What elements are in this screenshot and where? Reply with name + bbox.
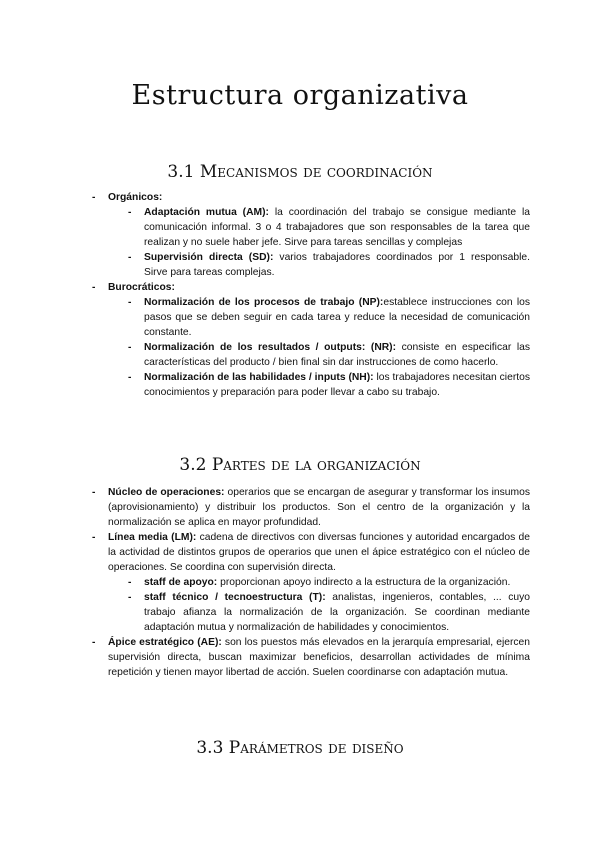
bullet-dash: - — [128, 592, 132, 603]
bullet-dash: - — [128, 342, 132, 353]
section-heading-3-1: 3.1 Mecanismos de coordinación — [167, 162, 433, 182]
term: staff de apoyo: — [144, 577, 218, 588]
page-title: Estructura organizativa — [131, 80, 469, 111]
section-3-1-content — [92, 190, 530, 400]
list-item-staff-tecnico — [92, 590, 530, 635]
term: Normalización de los procesos de trabajo (NP): — [144, 297, 384, 308]
list-item-nucleo — [92, 485, 530, 530]
term: Línea media (LM): — [108, 532, 197, 543]
bullet-dash: - — [92, 532, 96, 543]
bullet-dash: - — [128, 252, 132, 263]
definition: son los puestos más elevados en la jerarquía empresarial, ejercen supervisión directa, buscan maximizar beneficios, desarrollan actividades de mínima repetición y tienen mayor libertad de acción. Suelen coordinarse con adaptación mutua. — [108, 637, 531, 678]
term: Ápice estratégico (AE): — [108, 637, 222, 648]
list-item — [92, 295, 530, 340]
bullet-dash: - — [128, 577, 132, 588]
section-3-2-content — [92, 485, 530, 680]
definition: analistas, ingenieros, contables, ... cuyo trabajo afianza la normalización de la organización. Se coordinan mediante adaptación mutua y normalización de habilidades y conocimientos. — [144, 592, 530, 633]
bullet-dash: - — [92, 282, 96, 293]
term: Adaptación mutua (AM): — [144, 207, 269, 218]
definition: varios trabajadores coordinados por 1 responsable. Sirve para tareas complejas. — [144, 252, 530, 278]
term: Normalización de los resultados / outputs: (NR): — [144, 342, 397, 353]
term: Núcleo de operaciones: — [108, 487, 225, 498]
list-item — [92, 340, 530, 370]
list-label: Burocráticos: — [108, 282, 175, 293]
term: Supervisión directa (SD): — [144, 252, 274, 263]
list-item — [92, 250, 530, 280]
list-item-linea-media — [92, 530, 530, 575]
list-item-staff-apoyo — [92, 575, 530, 590]
bullet-dash: - — [92, 487, 96, 498]
bullet-dash: - — [128, 207, 132, 218]
list-item — [92, 205, 530, 250]
definition: operarios que se encargan de asegurar y transformar los insumos (aprovisionamiento) y distribuir los productos. Son el centro de la organización y la normalización se aplica en mayor profundidad. — [108, 487, 530, 528]
list-label: Orgánicos: — [108, 192, 163, 203]
list-item-organicos — [92, 190, 530, 205]
definition: la coordinación del trabajo se consigue mediante la comunicación informal. 3 o 4 trabajadores que son responsables de la tarea que realizan y no suele haber jefe. Sirve para tareas sencillas y complejas — [144, 207, 530, 248]
list-item-apice — [92, 635, 530, 680]
list-item-burocraticos — [92, 280, 530, 295]
section-heading-3-2: 3.2 Partes de la organización — [179, 455, 421, 475]
definition: consiste en especificar las características del producto / bien final sin dar instrucciones de como hacerlo. — [144, 342, 530, 368]
definition: proporcionan apoyo indirecto a la estructura de la organización. — [217, 577, 511, 588]
bullet-dash: - — [92, 637, 96, 648]
definition: cadena de directivos con diversas funciones y autoridad encargados de la actividad de distintos grupos de operarios que unen el ápice estratégico con el núcleo de operaciones. Se coordina con supervisión directa. — [108, 532, 530, 573]
definition: los trabajadores necesitan ciertos conocimientos y preparación para poder llevar a cabo su trabajo. — [144, 372, 530, 398]
bullet-dash: - — [92, 192, 96, 203]
section-heading-3-3: 3.3 Parámetros de diseño — [196, 738, 404, 758]
term: Normalización de las habilidades / inputs (NH): — [144, 372, 374, 383]
term: staff técnico / tecnoestructura (T): — [144, 592, 326, 603]
definition: establece instrucciones con los pasos que se deben seguir en cada tarea y reduce la necesidad de comunicación constante. — [144, 297, 530, 338]
bullet-dash: - — [128, 372, 132, 383]
bullet-dash: - — [128, 297, 132, 308]
list-item — [92, 370, 530, 400]
